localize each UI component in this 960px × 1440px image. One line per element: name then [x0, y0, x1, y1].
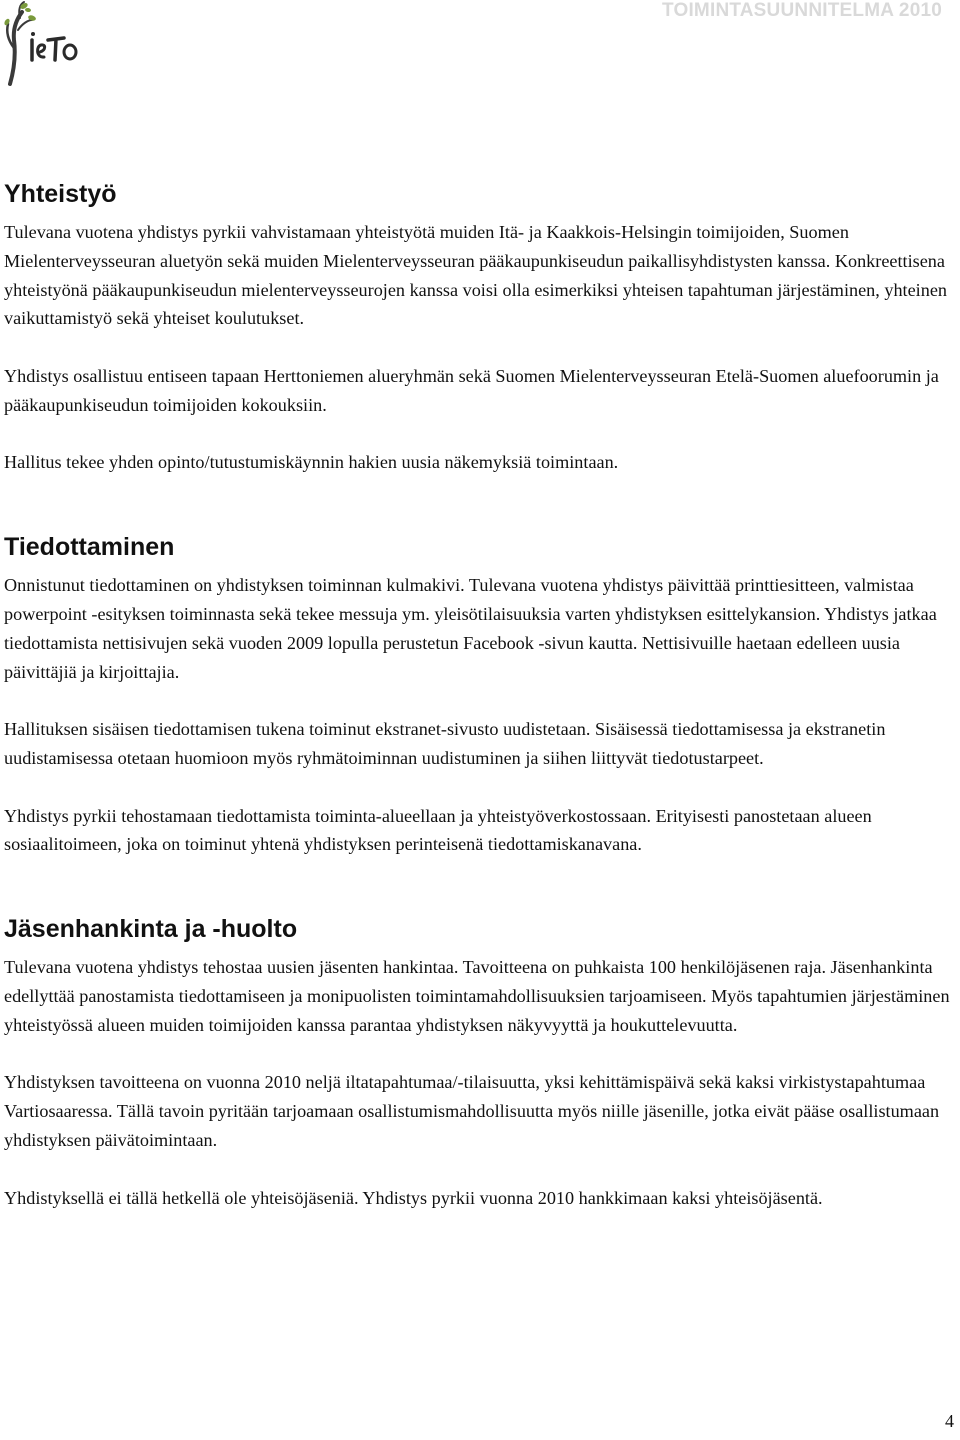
- section-heading: Tiedottaminen: [4, 533, 175, 562]
- paragraph: Tulevana vuotena yhdistys tehostaa uusien jäsenten hankintaa. Tavoitteena on puhkaista 100 henkilöjäsenen raja. Jäsenhankinta edellyttää panostamista tiedottamiseen ja monipuolisten toimintamahdollisuuksien tarjoamiseen. Myös tapahtumien järjestäminen yhteistyössä alueen muiden toimijoiden kanssa parantaa yhdistyksen näkyvyyttä ja houkuttelevuutta.: [4, 957, 950, 1035]
- section-yhteistyo: [4, 170, 954, 477]
- page-number: 4: [945, 1411, 954, 1431]
- paragraph: Yhdistyksellä ei tällä hetkellä ole yhteisöjäseniä. Yhdistys pyrkii vuonna 2010 hankkimaan kaksi yhteisöjäsentä.: [4, 1187, 823, 1208]
- paragraph: Onnistunut tiedottaminen on yhdistyksen toiminnan kulmakivi. Tulevana vuotena yhdistys päivittää printtiesitteen, valmistaa powerpoint -esityksen toiminnasta sekä tekee messuja ym. yleisötilaisuuksia varten yhdistyksen esittelykansion. Yhdistys jatkaa tiedottamista nettisivujen sekä vuoden 2009 lopulla perustetun Facebook -sivun kautta. Nettisivuille haetaan edelleen uusia päivittäjiä ja kirjoittajia.: [4, 575, 937, 682]
- paragraph: Hallitus tekee yhden opinto/tutustumiskäynnin hakien uusia näkemyksiä toimintaan.: [4, 452, 619, 473]
- paragraph: Tulevana vuotena yhdistys pyrkii vahvistamaan yhteistyötä muiden Itä- ja Kaakkois-Helsingin toimijoiden, Suomen Mielenterveysseuran aluetyön sekä muiden Mielenterveysseuran pääkaupunkiseudun paikallisyhdistysten kanssa. Konkreettisena yhteistyönä pääkaupunkiseudun mielenterveysseurojen kanssa voisi olla esimerkiksi yhteisen tapahtuman järjestäminen, yhteinen vaikuttamistyö sekä yhteiset koulutukset.: [4, 222, 947, 329]
- section-heading: Jäsenhankinta ja -huolto: [4, 915, 298, 944]
- section-jasenhankinta: [4, 905, 954, 1212]
- section-tiedottaminen: [4, 523, 954, 859]
- logo: [2, 0, 82, 86]
- paragraph: Yhdistys osallistuu entiseen tapaan Herttoniemen alueryhmän sekä Suomen Mielenterveysseuran Etelä-Suomen aluefoorumin ja pääkaupunkiseudun toimijoiden kokouksiin.: [4, 365, 939, 415]
- document-body: [4, 170, 954, 1241]
- tree-logo-icon: [2, 0, 82, 86]
- section-heading: Yhteistyö: [4, 180, 117, 208]
- document-title: TOIMINTASUUNNITELMA 2010: [662, 0, 942, 21]
- paragraph: Hallituksen sisäisen tiedottamisen tukena toiminut ekstranet-sivusto uudistetaan. Sisäisessä tiedottamisessa ja ekstranetin uudistamisessa otetaan huomioon myös ryhmätoiminnan uudistuminen ja siihen liittyvät tiedotustarpeet.: [4, 719, 886, 768]
- paragraph: Yhdistyksen tavoitteena on vuonna 2010 neljä iltatapahtumaa/-tilaisuutta, yksi kehittämispäivä sekä kaksi virkistystapahtumaa Vartiosaaressa. Tällä tavoin pyritään tarjoamaan osallistumismahdollisuutta myös niille jäsenille, jotka eivät pääse osallistumaan yhdistyksen päivätoimintaan.: [4, 1072, 940, 1150]
- paragraph: Yhdistys pyrkii tehostamaan tiedottamista toiminta-alueellaan ja yhteistyöverkostossaan. Erityisesti panostetaan alueen sosiaalitoimeen, joka on toiminut yhtenä yhdistyksen perinteisenä tiedottamiskanavana.: [4, 805, 872, 855]
